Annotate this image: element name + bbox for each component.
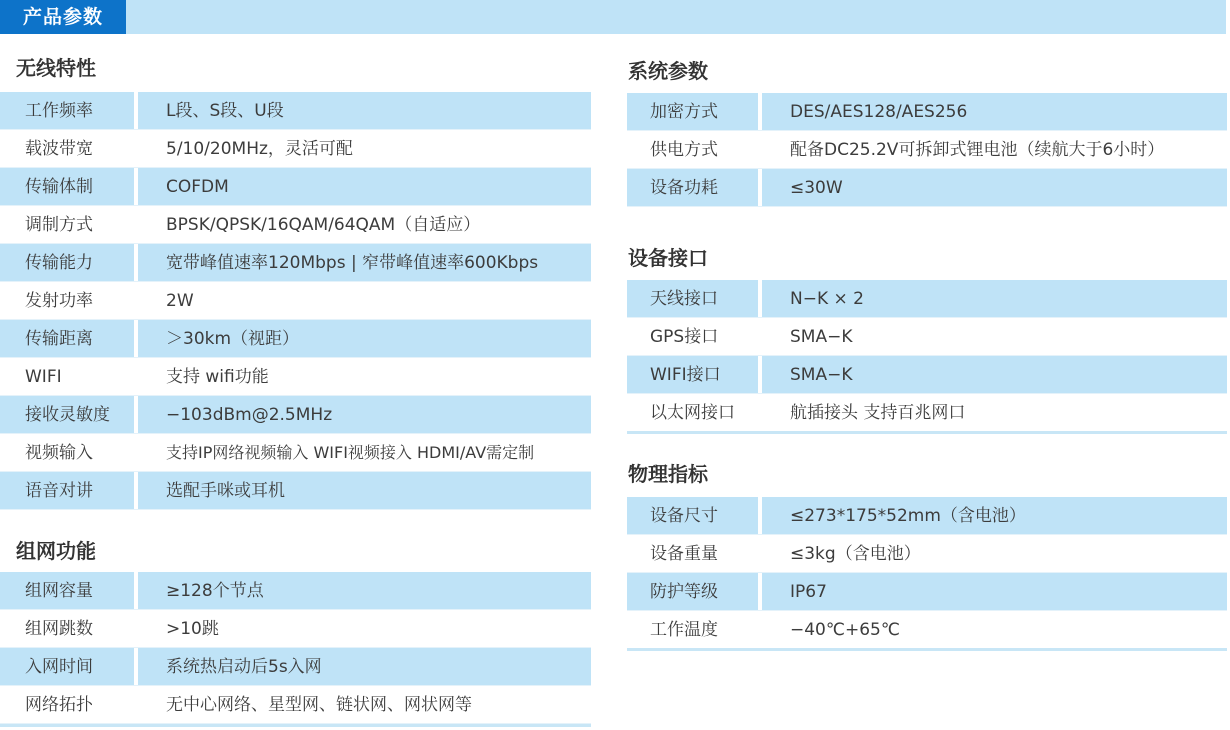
param-key: 传输距离 (0, 320, 134, 357)
param-key: 组网容量 (0, 572, 134, 609)
param-value: 2W (166, 291, 194, 311)
table-row (0, 244, 591, 282)
table-row (627, 611, 1227, 649)
table-row (0, 396, 591, 434)
param-value: ≥128个节点 (138, 572, 591, 609)
table-divider (627, 431, 1227, 434)
param-key: 语音对讲 (0, 472, 134, 509)
param-value: 航插接头 支持百兆网口 (790, 403, 966, 423)
param-key: GPS接口 (650, 327, 719, 347)
section-title-physical: 物理指标 (628, 462, 708, 486)
param-key: 视频输入 (25, 443, 93, 463)
param-value: >10跳 (166, 619, 219, 639)
param-value: N−K × 2 (762, 280, 1227, 317)
table-row (0, 168, 591, 206)
param-value: ≤273*175*52mm（含电池） (762, 497, 1227, 534)
table-row (0, 130, 591, 168)
param-value: SMA−K (790, 327, 853, 347)
table-row (627, 280, 1227, 318)
table-row (627, 169, 1227, 207)
param-value: L段、S段、U段 (138, 92, 591, 129)
physical-table (627, 497, 1227, 649)
table-row (0, 434, 591, 472)
param-value: 配备DC25.2V可拆卸式锂电池（续航大于6小时） (790, 140, 1165, 160)
param-value: 无中心网络、星型网、链状网、网状网等 (166, 695, 472, 715)
interfaces-table (627, 280, 1227, 432)
table-row (0, 472, 591, 510)
param-value: 选配手咪或耳机 (138, 472, 591, 509)
param-value: ≤3kg（含电池） (790, 544, 921, 564)
param-key: 入网时间 (0, 648, 134, 685)
param-value: 宽带峰值速率120Mbps | 窄带峰值速率600Kbps (138, 244, 591, 281)
param-key: 设备功耗 (627, 169, 758, 206)
table-row (627, 535, 1227, 573)
table-row (0, 206, 591, 244)
table-row (0, 92, 591, 130)
param-value: COFDM (138, 168, 591, 205)
table-row (0, 686, 591, 724)
param-key: WIFI (25, 367, 62, 387)
section-title-interfaces: 设备接口 (628, 246, 708, 270)
param-value: 支持 wifi功能 (166, 367, 269, 387)
param-key: 工作温度 (650, 620, 718, 640)
section-title-wireless: 无线特性 (16, 56, 96, 80)
param-value: 支持IP网络视频输入 WIFI视频接入 HDMI/AV需定制 (166, 443, 535, 462)
param-key: 发射功率 (25, 291, 93, 311)
param-key: 设备重量 (650, 544, 718, 564)
table-row (627, 573, 1227, 611)
table-row (627, 497, 1227, 535)
table-row (627, 131, 1227, 169)
table-row (0, 320, 591, 358)
table-divider (627, 648, 1227, 651)
table-row (627, 318, 1227, 356)
param-value: 5/10/20MHz，灵活可配 (166, 139, 353, 159)
param-value: 系统热启动后5s入网 (138, 648, 591, 685)
section-title-network: 组网功能 (16, 539, 96, 563)
param-key: 设备尺寸 (627, 497, 758, 534)
param-key: 接收灵敏度 (0, 396, 134, 433)
table-row (0, 282, 591, 320)
table-row (0, 610, 591, 648)
param-value: IP67 (762, 573, 1227, 610)
param-key: 组网跳数 (25, 619, 93, 639)
section-title-system: 系统参数 (628, 59, 708, 83)
param-key: 调制方式 (25, 215, 93, 235)
param-value: BPSK/QPSK/16QAM/64QAM（自适应） (166, 215, 481, 235)
table-row (0, 572, 591, 610)
param-key: 防护等级 (627, 573, 758, 610)
param-value: −40℃+65℃ (790, 620, 900, 640)
table-row (0, 648, 591, 686)
param-key: 天线接口 (627, 280, 758, 317)
param-key: 供电方式 (650, 140, 718, 160)
param-key: WIFI接口 (627, 356, 758, 393)
param-value: ≤30W (762, 169, 1227, 206)
param-key: 载波带宽 (25, 139, 93, 159)
param-key: 传输能力 (0, 244, 134, 281)
system-table (627, 93, 1227, 207)
page-title: 产品参数 (0, 0, 126, 34)
param-value: DES/AES128/AES256 (762, 93, 1227, 130)
param-key: 网络拓扑 (25, 695, 93, 715)
table-divider (0, 724, 591, 727)
param-value: −103dBm@2.5MHz (138, 396, 591, 433)
table-row (627, 93, 1227, 131)
table-row (0, 358, 591, 396)
network-table (0, 572, 591, 724)
table-row (627, 356, 1227, 394)
param-key: 传输体制 (0, 168, 134, 205)
wireless-table (0, 92, 591, 510)
header-bar (0, 0, 1226, 34)
param-value: ＞30km（视距） (138, 320, 591, 357)
table-row (627, 394, 1227, 432)
param-key: 工作频率 (0, 92, 134, 129)
param-key: 加密方式 (627, 93, 758, 130)
param-key: 以太网接口 (650, 403, 735, 423)
param-value: SMA−K (762, 356, 1227, 393)
